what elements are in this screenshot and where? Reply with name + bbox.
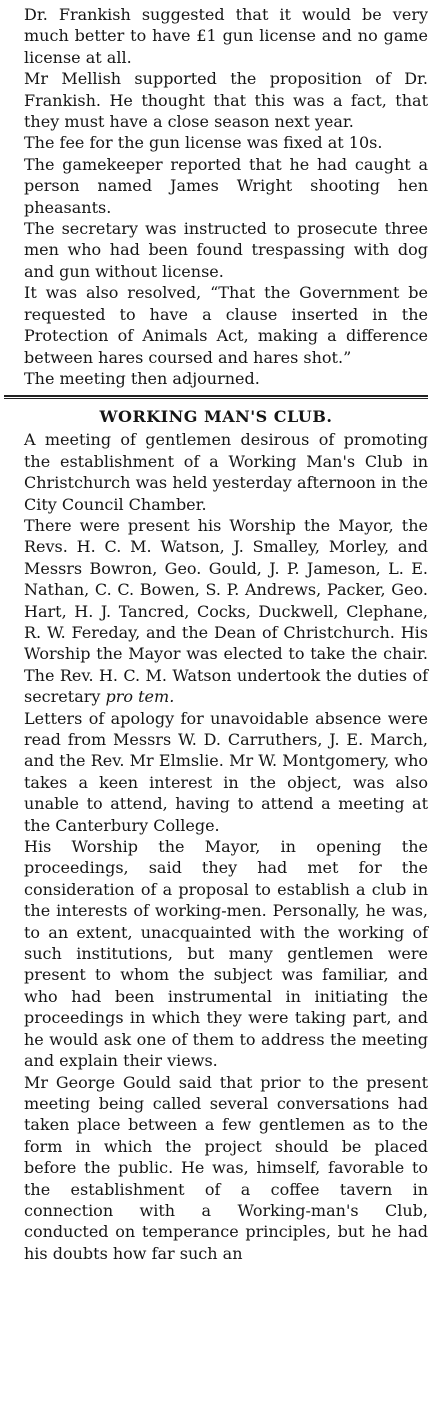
paragraph bbox=[4, 515, 428, 708]
paragraph: Letters of apology for unavoidable absence were read from Messrs W. D. Carruthers, J. E. March, and the Rev. Mr Elmslie. Mr W. Montgomery, who takes a keen interest in the object, was also unable to attend, having to attend a meeting at the Canterbury College. bbox=[24, 708, 428, 835]
paragraph-text: There were present his Worship the Mayor, the Revs. H. C. M. Watson, J. Smalley, Morley, and Messrs Bowron, Geo. Gould, J. P. Jameson, L. E. Nathan, C. C. Bowen, S. P. Andrews, Packer, Geo. Hart, H. J. Tancred, Cocks, Duckwell, Clephane, R. W. Fereday, and the Dean of Christchurch. His Worship the Mayor was elected to take the chair. The Rev. H. C. M. Watson undertook the duties of secretary bbox=[24, 515, 428, 707]
game-license-report bbox=[4, 4, 428, 389]
paragraph: Dr. Frankish suggested that it would be very much better to have £1 gun license and no game license at all. bbox=[24, 5, 428, 67]
section-divider bbox=[4, 395, 428, 399]
paragraph: The fee for the gun license was fixed at 10s. bbox=[24, 133, 383, 153]
paragraph: Mr George Gould said that prior to the present meeting being called several conversations had taken place between a few gentlemen as to the form in which the project should be placed before the public. He was, himself, favorable to the establishment of a coffee tavern in connection with a Working-man's Club, conducted on temperance principles, but he had his doubts how far such an bbox=[24, 1072, 428, 1263]
paragraph: The meeting then adjourned. bbox=[24, 368, 260, 388]
paragraph: Mr Mellish supported the proposition of Dr. Frankish. He thought that this was a fact, that they must have a close season next year. bbox=[24, 69, 428, 132]
paragraph: The gamekeeper reported that he had caught a person named James Wright shooting hen pheasants. bbox=[24, 154, 428, 217]
paragraph: It was also resolved, “That the Government be requested to have a clause inserted in the Protection of Animals Act, making a difference between hares coursed and hares shot.” bbox=[24, 283, 428, 367]
article-heading: WORKING MAN'S CLUB. bbox=[99, 407, 333, 427]
paragraph: The secretary was instructed to prosecute three men who had been found trespassing with dog and gun without license. bbox=[24, 219, 428, 281]
paragraph: A meeting of gentlemen desirous of promoting the establishment of a Working Man's Club in Christchurch was held yesterday afternoon in the City Council Chamber. bbox=[24, 430, 428, 514]
working-mans-club-article bbox=[4, 407, 428, 1264]
paragraph: His Worship the Mayor, in opening the proceedings, said they had met for the consideration of a proposal to establish a club in the interests of working-men. Personally, he was, to an extent, unacquainted with the working of such institutions, but many gentlemen were present to whom the subject was familiar, and who had been instrumental in initiating the proceedings in which they were taking part, and he would ask one of them to address the meeting and explain their views. bbox=[24, 837, 428, 1071]
pro-tem-text: pro tem. bbox=[105, 687, 175, 707]
